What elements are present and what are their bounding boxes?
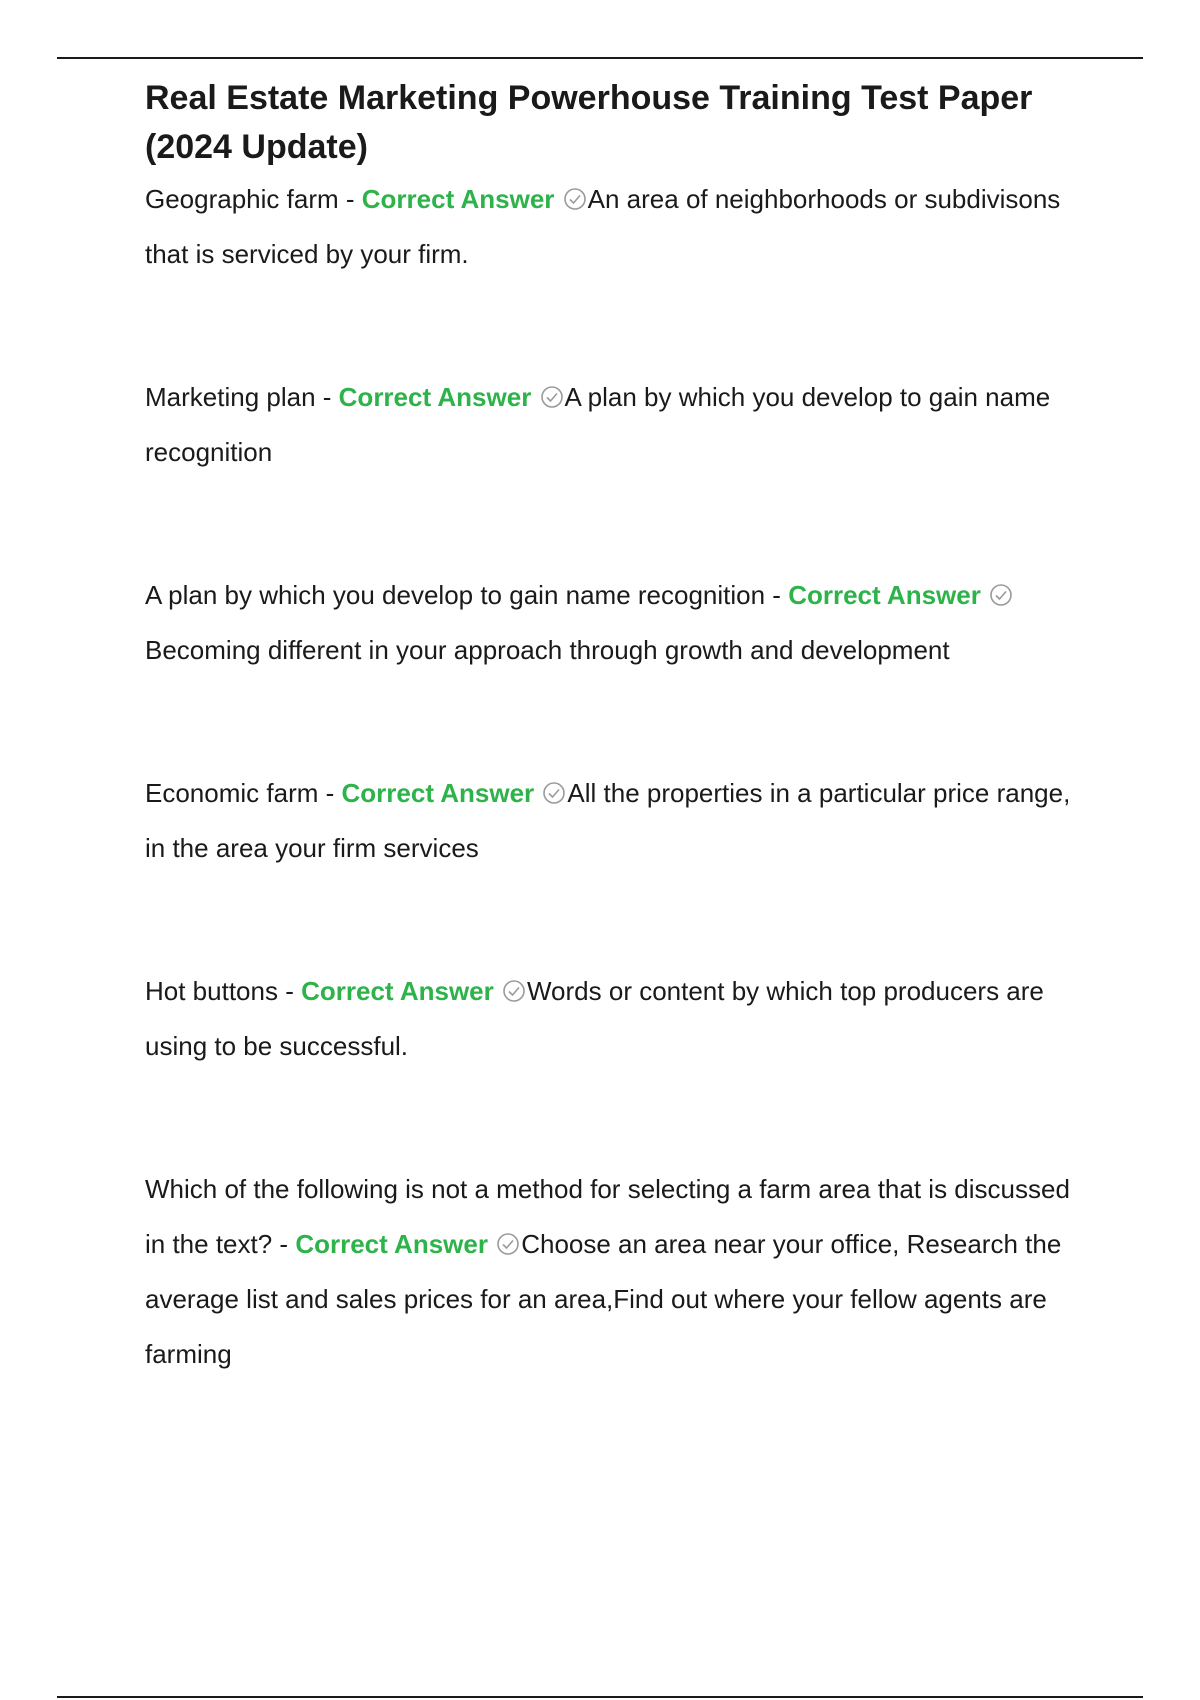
question-text: Which of the following is not a method for selecting a farm area that is discussed in the text?	[145, 1174, 1070, 1259]
qa-item	[145, 1162, 1080, 1382]
qa-item	[145, 766, 1080, 876]
check-circle-icon	[563, 187, 587, 211]
separator: -	[318, 778, 342, 808]
question-text: Economic farm	[145, 778, 319, 808]
qa-item	[145, 568, 1080, 678]
separator: -	[765, 580, 789, 610]
correct-answer-label: Correct Answer	[301, 976, 494, 1006]
question-text: Marketing plan	[145, 382, 316, 412]
separator: -	[277, 976, 302, 1006]
answer-text: A plan by which you develop to gain name recognition	[145, 382, 1051, 467]
qa-item	[145, 172, 1080, 282]
check-circle-icon	[502, 979, 526, 1003]
question-text: Hot buttons	[145, 976, 278, 1006]
separator: -	[338, 184, 362, 214]
check-circle-icon	[540, 385, 564, 409]
answer-text: Choose an area near your office, Research the average list and sales prices for an area,Find out where your fellow agents are farming	[145, 1229, 1062, 1369]
qa-item	[145, 370, 1080, 480]
check-circle-icon	[496, 1232, 520, 1256]
qa-item	[145, 964, 1080, 1074]
check-circle-icon	[542, 781, 566, 805]
top-rule	[57, 57, 1143, 59]
document-body	[145, 74, 1080, 1470]
answer-text: Words or content by which top producers are using to be successful.	[145, 976, 1044, 1061]
correct-answer-label: Correct Answer	[338, 382, 532, 412]
question-text: A plan by which you develop to gain name recognition	[145, 580, 766, 610]
correct-answer-label: Correct Answer	[341, 778, 535, 808]
correct-answer-label: Correct Answer	[295, 1229, 488, 1259]
separator: -	[272, 1229, 296, 1259]
answer-text: Becoming different in your approach through growth and development	[145, 635, 950, 665]
answer-text: All the properties in a particular price range, in the area your firm services	[145, 778, 1071, 863]
correct-answer-label: Correct Answer	[361, 184, 555, 214]
answer-text: An area of neighborhoods or subdivisons that is serviced by your firm.	[145, 184, 1061, 269]
separator: -	[315, 382, 339, 412]
question-text: Geographic farm	[145, 184, 339, 214]
document-title: Real Estate Marketing Powerhouse Training Test Paper (2024 Update)	[145, 79, 1033, 166]
qa-list	[145, 172, 1080, 1382]
correct-answer-label: Correct Answer	[788, 580, 981, 610]
bottom-rule	[57, 1696, 1143, 1698]
check-circle-icon	[989, 583, 1013, 607]
